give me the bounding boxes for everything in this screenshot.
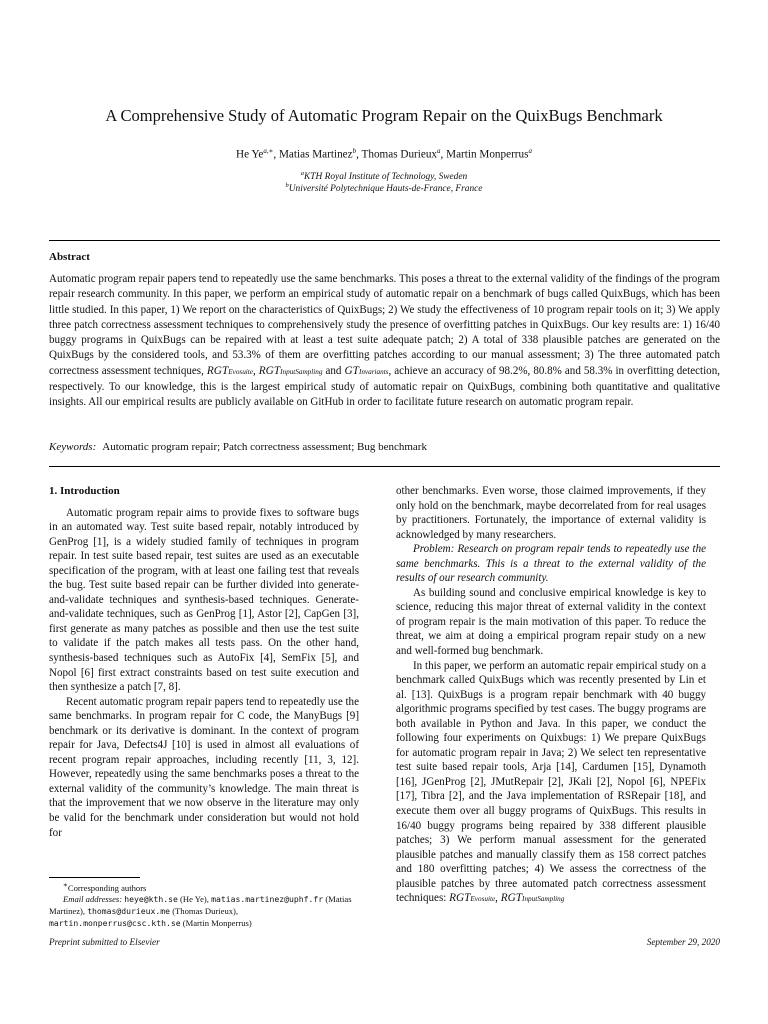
footer-right: September 29, 2020 (646, 937, 720, 947)
paragraph (396, 659, 706, 907)
paragraph: Recent automatic program repair papers tend to repeatedly use the same benchmarks. In program repair for C code, the ManyBugs [9] benchmark or its derivative is dominant. In the context of program repair for Java, Defects4J [10] is used in almost all evaluations of recent program repair approaches, including recently [11, 3, 12]. However, repeatedly using the same benchmarks poses a threat to the external validity of the community’s knowledge. The main threat is that the improvement that we now observe in the literature may only be valid for the benchmark under consideration but would not hold for (49, 695, 359, 839)
paragraph: other benchmarks. Even worse, those claimed improvements, if they only hold on the benchmark, maybe decorrelated from for real usages by practitioners. Fortunately, the importance of external validity is acknowledged by many researchers. (396, 485, 706, 541)
abstract-rgt-inputsampling: RGTInputSampling (258, 364, 323, 377)
corresponding-text: Corresponding authors (67, 882, 147, 893)
author: Matias Martinez (278, 148, 353, 161)
abstract-text (49, 272, 720, 411)
author-separator: , (273, 148, 279, 161)
author: He Ye (236, 148, 264, 161)
abstract-heading: Abstract (49, 251, 90, 263)
left-column (49, 484, 359, 840)
email-owner: (Thomas Durieux), (172, 906, 239, 917)
paragraph-text: In this paper, we perform an automatic repair empirical study on a benchmark called QuixBugs which was recently presented by Lin et al. [13]. QuixBugs is a program repair benchmark with 40 buggy algorithmic programs specified by test cases. The buggy programs are both available in Python and Java. In this paper, we conduct the following four experiments on Quixbugs: 1) We prepare QuixBugs for automatic program repair in Java; 2) We select ten representative test suite based repair tools, Arja [14], Cardumen [15], Dynamoth [16], JGenProg [2], JMutRepair [2], JKali [2], Nopol [6], NPEFix [17], Tibra [2], and the Java implementation of RSRepair [18], and execute them over all buggy programs of QuixBugs. This results in 16/40 buggy programs being repaired by 338 different plausible patches; 3) We perform manual assessment for the generated plausible patches and manually classify them as 158 correct patches and 180 overfitting patches; 4) We assess the correctness of the plausible patches by three automated patch correctness assessment techniques: (396, 659, 706, 905)
problem-statement: Problem: Research on program repair tends to repeatedly use the same benchmarks. This is a threat to the external validity of the results of our research community. (396, 543, 706, 585)
author: Thomas Durieux (361, 148, 438, 161)
affiliation-text: KTH Royal Institute of Technology, Sweden (304, 172, 468, 183)
right-column (396, 484, 706, 907)
section-heading: 1. Introduction (49, 485, 120, 497)
separator: , (495, 892, 501, 905)
footer-left: Preprint submitted to Elsevier (49, 937, 160, 947)
email-owner: (Martin Monperrus) (182, 917, 252, 928)
affiliation (0, 182, 768, 194)
corresponding-mark: ∗ (63, 881, 68, 889)
footnote-rule (49, 877, 140, 878)
author-separator: , (356, 148, 362, 161)
author-list (0, 147, 768, 161)
rgt-evosuite: RGTEvosuite (449, 892, 496, 905)
corresponding-note (49, 880, 369, 894)
top-divider (49, 240, 720, 241)
author-marks: a (528, 147, 532, 155)
rgt-inputsampling: RGTInputSampling (500, 892, 565, 905)
affiliation (0, 170, 768, 182)
footnotes (49, 880, 369, 929)
email-link[interactable]: matias.martinez@uphf.fr (211, 894, 324, 905)
email-label: Email addresses: (63, 894, 123, 905)
paragraph: As building sound and conclusive empirical knowledge is key to science, reducing this major threat of external validity in the context of program repair is the main motivation of this paper. To reduce the threat, we aim at doing a empirical program repair study on a new and well-formed bug benchmark. (396, 586, 706, 658)
bottom-divider (49, 466, 720, 467)
author-marks: a (437, 147, 441, 155)
abstract-part: Automatic program repair papers tend to repeatedly use the same benchmarks. This poses a threat to the external validity of the findings of the program repair research community. In this paper, we perform an empirical study of automatic repair on a benchmark of bugs called QuixBugs, which has been little studied. In this paper, 1) We report on the characteristics of QuixBugs; 2) We study the effectiveness of 10 program repair tools on it; 3) We apply three patch correctness assessment techniques to comprehensively study the presence of overfitting patches in QuixBugs. Our key results are: 1) 16/40 buggy programs in QuixBugs can be repaired with at least a test suite adequate patch; 2) A total of 338 plausible patches are generated on the QuixBugs by the considered tools, and 53.3% of them are overfitting patches according to our manual assessment; 3) The three automated patch correctness assessment techniques, (49, 273, 720, 377)
abstract-part: , achieve an accuracy of 98.2%, 80.8% and 58.3% in overfitting detection, respectively. To our knowledge, this is the largest empirical study of automatic repair on QuixBugs, combining both quantitative and qualitative insights. All our empirical results are publicly available on GitHub in order to facilitate future research on automatic program repair. (49, 364, 720, 409)
keywords-text: Automatic program repair; Patch correctness assessment; Bug benchmark (102, 441, 427, 453)
email-owner: (He Ye), (180, 894, 212, 905)
affiliation-text: Université Polytechnique Hauts-de-France, France (288, 184, 483, 195)
paper-title: A Comprehensive Study of Automatic Program Repair on the QuixBugs Benchmark (105, 106, 663, 125)
affiliation-mark: a (300, 170, 305, 177)
author: Martin Monperrus (446, 148, 529, 161)
email-link[interactable]: martin.monperrus@csc.kth.se (49, 917, 181, 928)
email-owner: (Matias Martinez), (49, 894, 352, 917)
keywords-label: Keywords: (49, 441, 97, 453)
author-separator: , (440, 148, 447, 161)
email-link[interactable]: heye@kth.se (124, 894, 178, 905)
author-marks: b (352, 147, 357, 155)
email-note (49, 894, 369, 929)
paragraph: Automatic program repair aims to provide fixes to software bugs in an automated way. Test suite based repair, notably introduced by GenProg [1], is a widely studied family of techniques in program repair. In test suite based repair, test suites are used as an executable specification of the program, with at least one failing test that reveals the bug. Test suite based repair can be further divided into generate-and-validate techniques and synthesis-based techniques. Generate-and-validate techniques, such as GenProg [1], Astor [2], CapGen [3], first generate as many patches as possible and then use the test suite to validate if the patch makes all tests pass. On the other hand, synthesis-based techniques such as AutoFix [4], SemFix [5], and Nopol [6] first extract constraints based on test suite execution and then synthesize a patch [7, 8]. (49, 506, 359, 694)
email-link[interactable]: thomas@durieux.me (87, 906, 171, 917)
abstract-rgt-evosuite: RGTEvosuite (206, 364, 253, 377)
affiliation-mark: b (285, 182, 289, 189)
keywords (49, 441, 720, 453)
author-marks: a,∗ (263, 147, 274, 155)
abstract-separator: , (252, 364, 259, 377)
abstract-separator: and (322, 364, 345, 377)
abstract-gt-invariants: GTInvariants (344, 364, 389, 377)
